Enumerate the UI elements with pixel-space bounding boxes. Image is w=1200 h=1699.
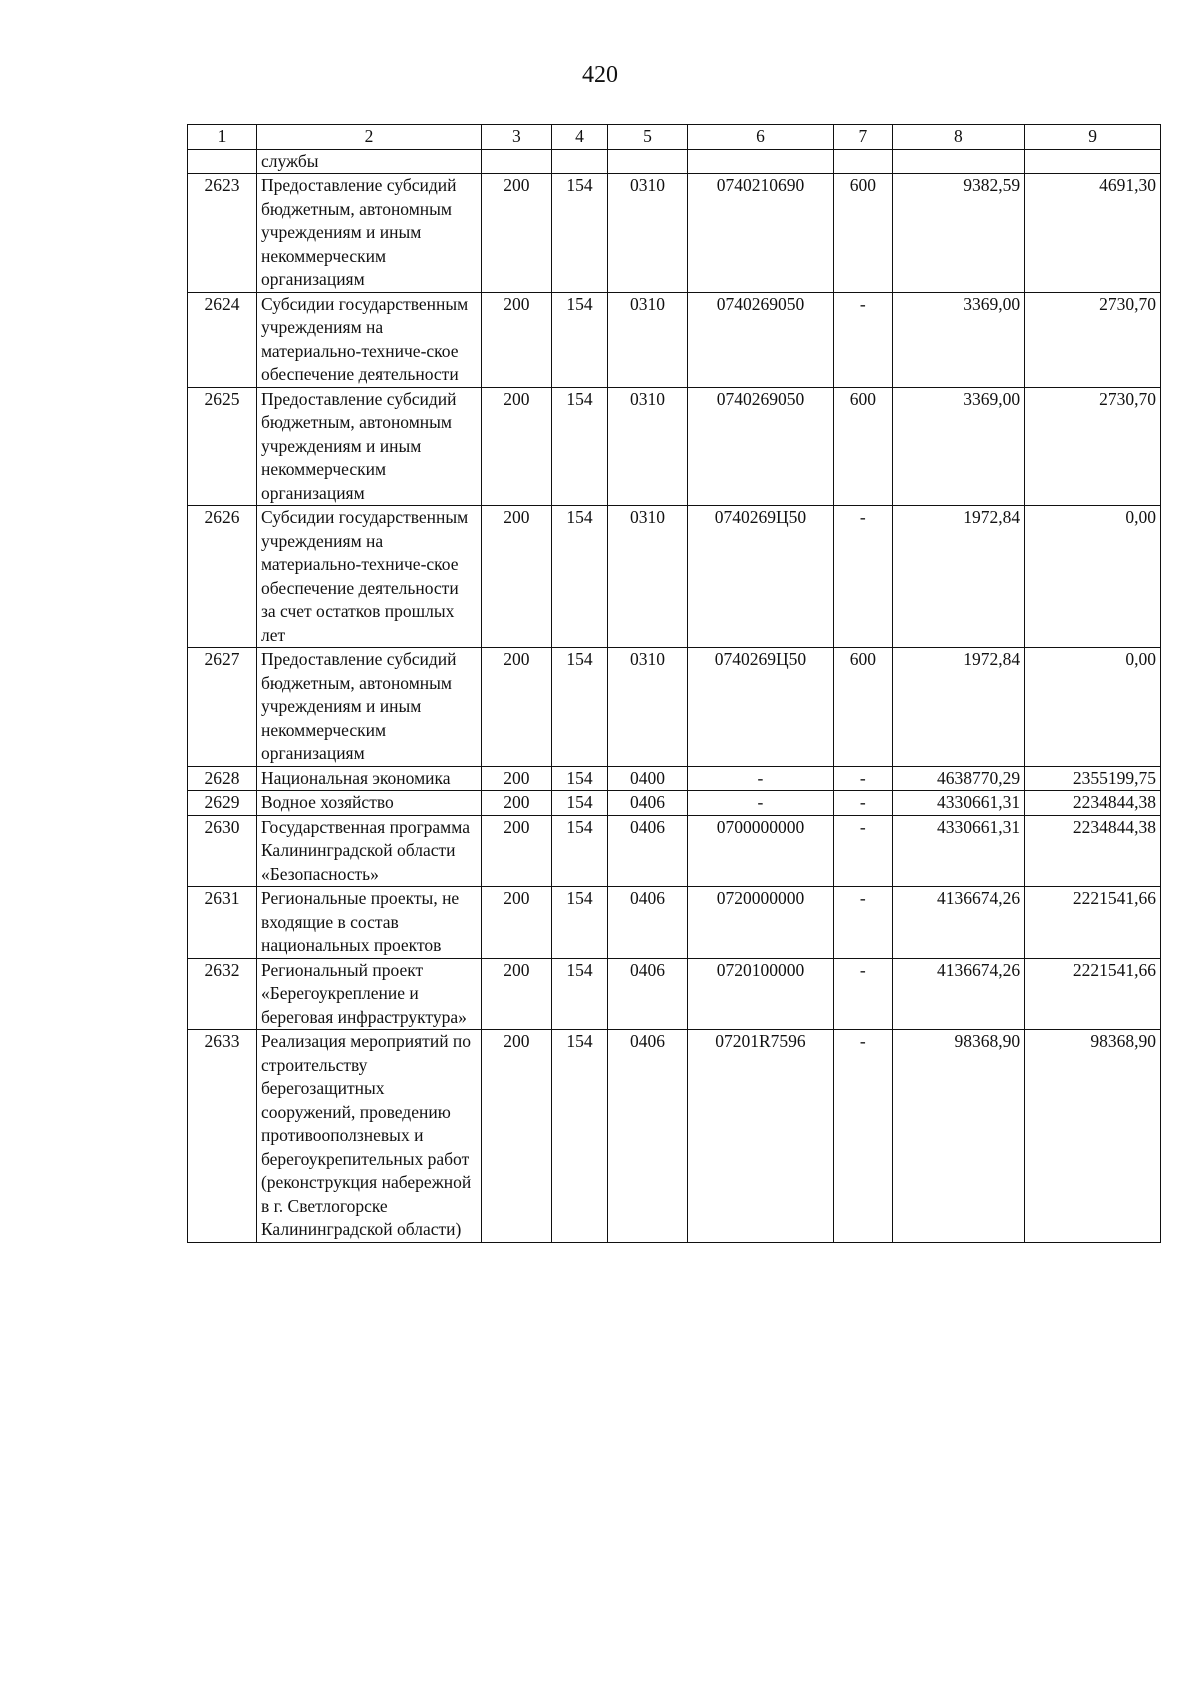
cell-code-5: 0310 [608,292,688,387]
cell-amount-8: 1972,84 [892,648,1025,767]
cell-code-5: 0310 [608,387,688,506]
cell-code-7: - [834,887,892,959]
column-header: 6 [687,125,833,150]
cell-amount-8: 4330661,31 [892,791,1025,816]
cell-code-7: - [834,292,892,387]
cell-amount-9 [1025,149,1161,174]
cell-code-7: - [834,506,892,648]
cell-code-4: 154 [551,958,607,1030]
cell-code-6: 07201R7596 [687,1030,833,1243]
cell-row-number: 2633 [188,1030,257,1243]
cell-amount-8: 4330661,31 [892,815,1025,887]
cell-name: Государственная программа Калининградской области «Безопасность» [256,815,481,887]
cell-amount-9: 2730,70 [1025,387,1161,506]
cell-amount-9: 2221541,66 [1025,887,1161,959]
cell-code-5: 0310 [608,174,688,293]
cell-code-6: 0740269050 [687,292,833,387]
cell-code-5: 0406 [608,1030,688,1243]
column-header: 4 [551,125,607,150]
cell-code-7: - [834,766,892,791]
table-row [188,791,1161,816]
cell-name: Региональные проекты, не входящие в состав национальных проектов [256,887,481,959]
cell-code-3: 200 [481,506,551,648]
page-number: 420 [582,62,618,88]
table-row-continuation [188,149,1161,174]
cell-code-3: 200 [481,292,551,387]
column-header: 1 [188,125,257,150]
table-row [188,648,1161,767]
cell-amount-9: 2234844,38 [1025,815,1161,887]
cell-code-3: 200 [481,887,551,959]
cell-code-6: 0720100000 [687,958,833,1030]
cell-code-6 [687,149,833,174]
cell-code-4: 154 [551,887,607,959]
cell-name: службы [256,149,481,174]
cell-code-6: 0720000000 [687,887,833,959]
cell-code-7: 600 [834,387,892,506]
cell-code-7: 600 [834,648,892,767]
cell-code-5: 0406 [608,815,688,887]
cell-amount-8: 4638770,29 [892,766,1025,791]
cell-amount-8: 9382,59 [892,174,1025,293]
cell-amount-9: 2234844,38 [1025,791,1161,816]
cell-row-number: 2625 [188,387,257,506]
cell-code-7: - [834,791,892,816]
cell-code-5: 0310 [608,506,688,648]
cell-code-5: 0406 [608,958,688,1030]
cell-row-number: 2631 [188,887,257,959]
cell-code-3: 200 [481,766,551,791]
column-header: 3 [481,125,551,150]
cell-code-3: 200 [481,815,551,887]
cell-code-6: - [687,766,833,791]
cell-amount-9: 98368,90 [1025,1030,1161,1243]
cell-code-3: 200 [481,648,551,767]
cell-code-4: 154 [551,387,607,506]
cell-code-4: 154 [551,174,607,293]
cell-row-number: 2626 [188,506,257,648]
cell-code-4: 154 [551,791,607,816]
cell-code-3: 200 [481,387,551,506]
cell-amount-8: 4136674,26 [892,958,1025,1030]
budget-table [187,124,1161,1243]
cell-name: Субсидии государственным учреждениям на материально-техниче-ское обеспечение деятельности [256,292,481,387]
table-row [188,1030,1161,1243]
cell-code-3: 200 [481,174,551,293]
cell-name: Водное хозяйство [256,791,481,816]
cell-amount-8: 3369,00 [892,292,1025,387]
table-header-row [188,125,1161,150]
cell-code-6: 0740210690 [687,174,833,293]
cell-name: Региональный проект «Берегоукрепление и береговая инфраструктура» [256,958,481,1030]
table-row [188,815,1161,887]
cell-code-5: 0406 [608,791,688,816]
cell-amount-8: 3369,00 [892,387,1025,506]
cell-code-6: - [687,791,833,816]
cell-row-number: 2632 [188,958,257,1030]
cell-amount-8: 1972,84 [892,506,1025,648]
cell-row-number [188,149,257,174]
cell-row-number: 2629 [188,791,257,816]
cell-code-4: 154 [551,815,607,887]
cell-code-6: 0700000000 [687,815,833,887]
column-header: 8 [892,125,1025,150]
cell-code-4 [551,149,607,174]
cell-code-4: 154 [551,648,607,767]
cell-code-3: 200 [481,791,551,816]
cell-amount-9: 4691,30 [1025,174,1161,293]
cell-name: Предоставление субсидий бюджетным, автономным учреждениям и иным некоммерческим организациям [256,387,481,506]
cell-code-6: 0740269Ц50 [687,648,833,767]
cell-name: Субсидии государственным учреждениям на материально-техниче-ское обеспечение деятельности за счет остатков прошлых лет [256,506,481,648]
table-row [188,174,1161,293]
cell-code-6: 0740269050 [687,387,833,506]
cell-amount-8 [892,149,1025,174]
cell-name: Национальная экономика [256,766,481,791]
cell-amount-9: 0,00 [1025,648,1161,767]
column-header: 5 [608,125,688,150]
cell-code-4: 154 [551,292,607,387]
cell-row-number: 2624 [188,292,257,387]
cell-amount-9: 2730,70 [1025,292,1161,387]
table-row [188,292,1161,387]
cell-row-number: 2623 [188,174,257,293]
cell-code-7 [834,149,892,174]
cell-amount-9: 2355199,75 [1025,766,1161,791]
column-header: 9 [1025,125,1161,150]
cell-row-number: 2628 [188,766,257,791]
cell-amount-9: 2221541,66 [1025,958,1161,1030]
cell-name: Предоставление субсидий бюджетным, автономным учреждениям и иным некоммерческим организациям [256,648,481,767]
cell-name: Реализация мероприятий по строительству берегозащитных сооружений, проведению противооползневых и берегоукрепительных работ (реконструкция набережной в г. Светлогорске Калининградской области) [256,1030,481,1243]
cell-code-6: 0740269Ц50 [687,506,833,648]
cell-code-5 [608,149,688,174]
cell-code-3: 200 [481,958,551,1030]
cell-name: Предоставление субсидий бюджетным, автономным учреждениям и иным некоммерческим организациям [256,174,481,293]
cell-code-3 [481,149,551,174]
column-header: 7 [834,125,892,150]
table-row [188,766,1161,791]
cell-amount-8: 98368,90 [892,1030,1025,1243]
cell-code-5: 0400 [608,766,688,791]
table-row [188,387,1161,506]
table-row [188,958,1161,1030]
cell-row-number: 2630 [188,815,257,887]
column-header: 2 [256,125,481,150]
cell-code-7: 600 [834,174,892,293]
cell-code-5: 0406 [608,887,688,959]
table-row [188,506,1161,648]
cell-code-3: 200 [481,1030,551,1243]
cell-code-4: 154 [551,506,607,648]
cell-amount-9: 0,00 [1025,506,1161,648]
cell-code-4: 154 [551,1030,607,1243]
cell-code-5: 0310 [608,648,688,767]
table-row [188,887,1161,959]
cell-code-4: 154 [551,766,607,791]
cell-amount-8: 4136674,26 [892,887,1025,959]
cell-code-7: - [834,815,892,887]
cell-code-7: - [834,1030,892,1243]
cell-row-number: 2627 [188,648,257,767]
cell-code-7: - [834,958,892,1030]
